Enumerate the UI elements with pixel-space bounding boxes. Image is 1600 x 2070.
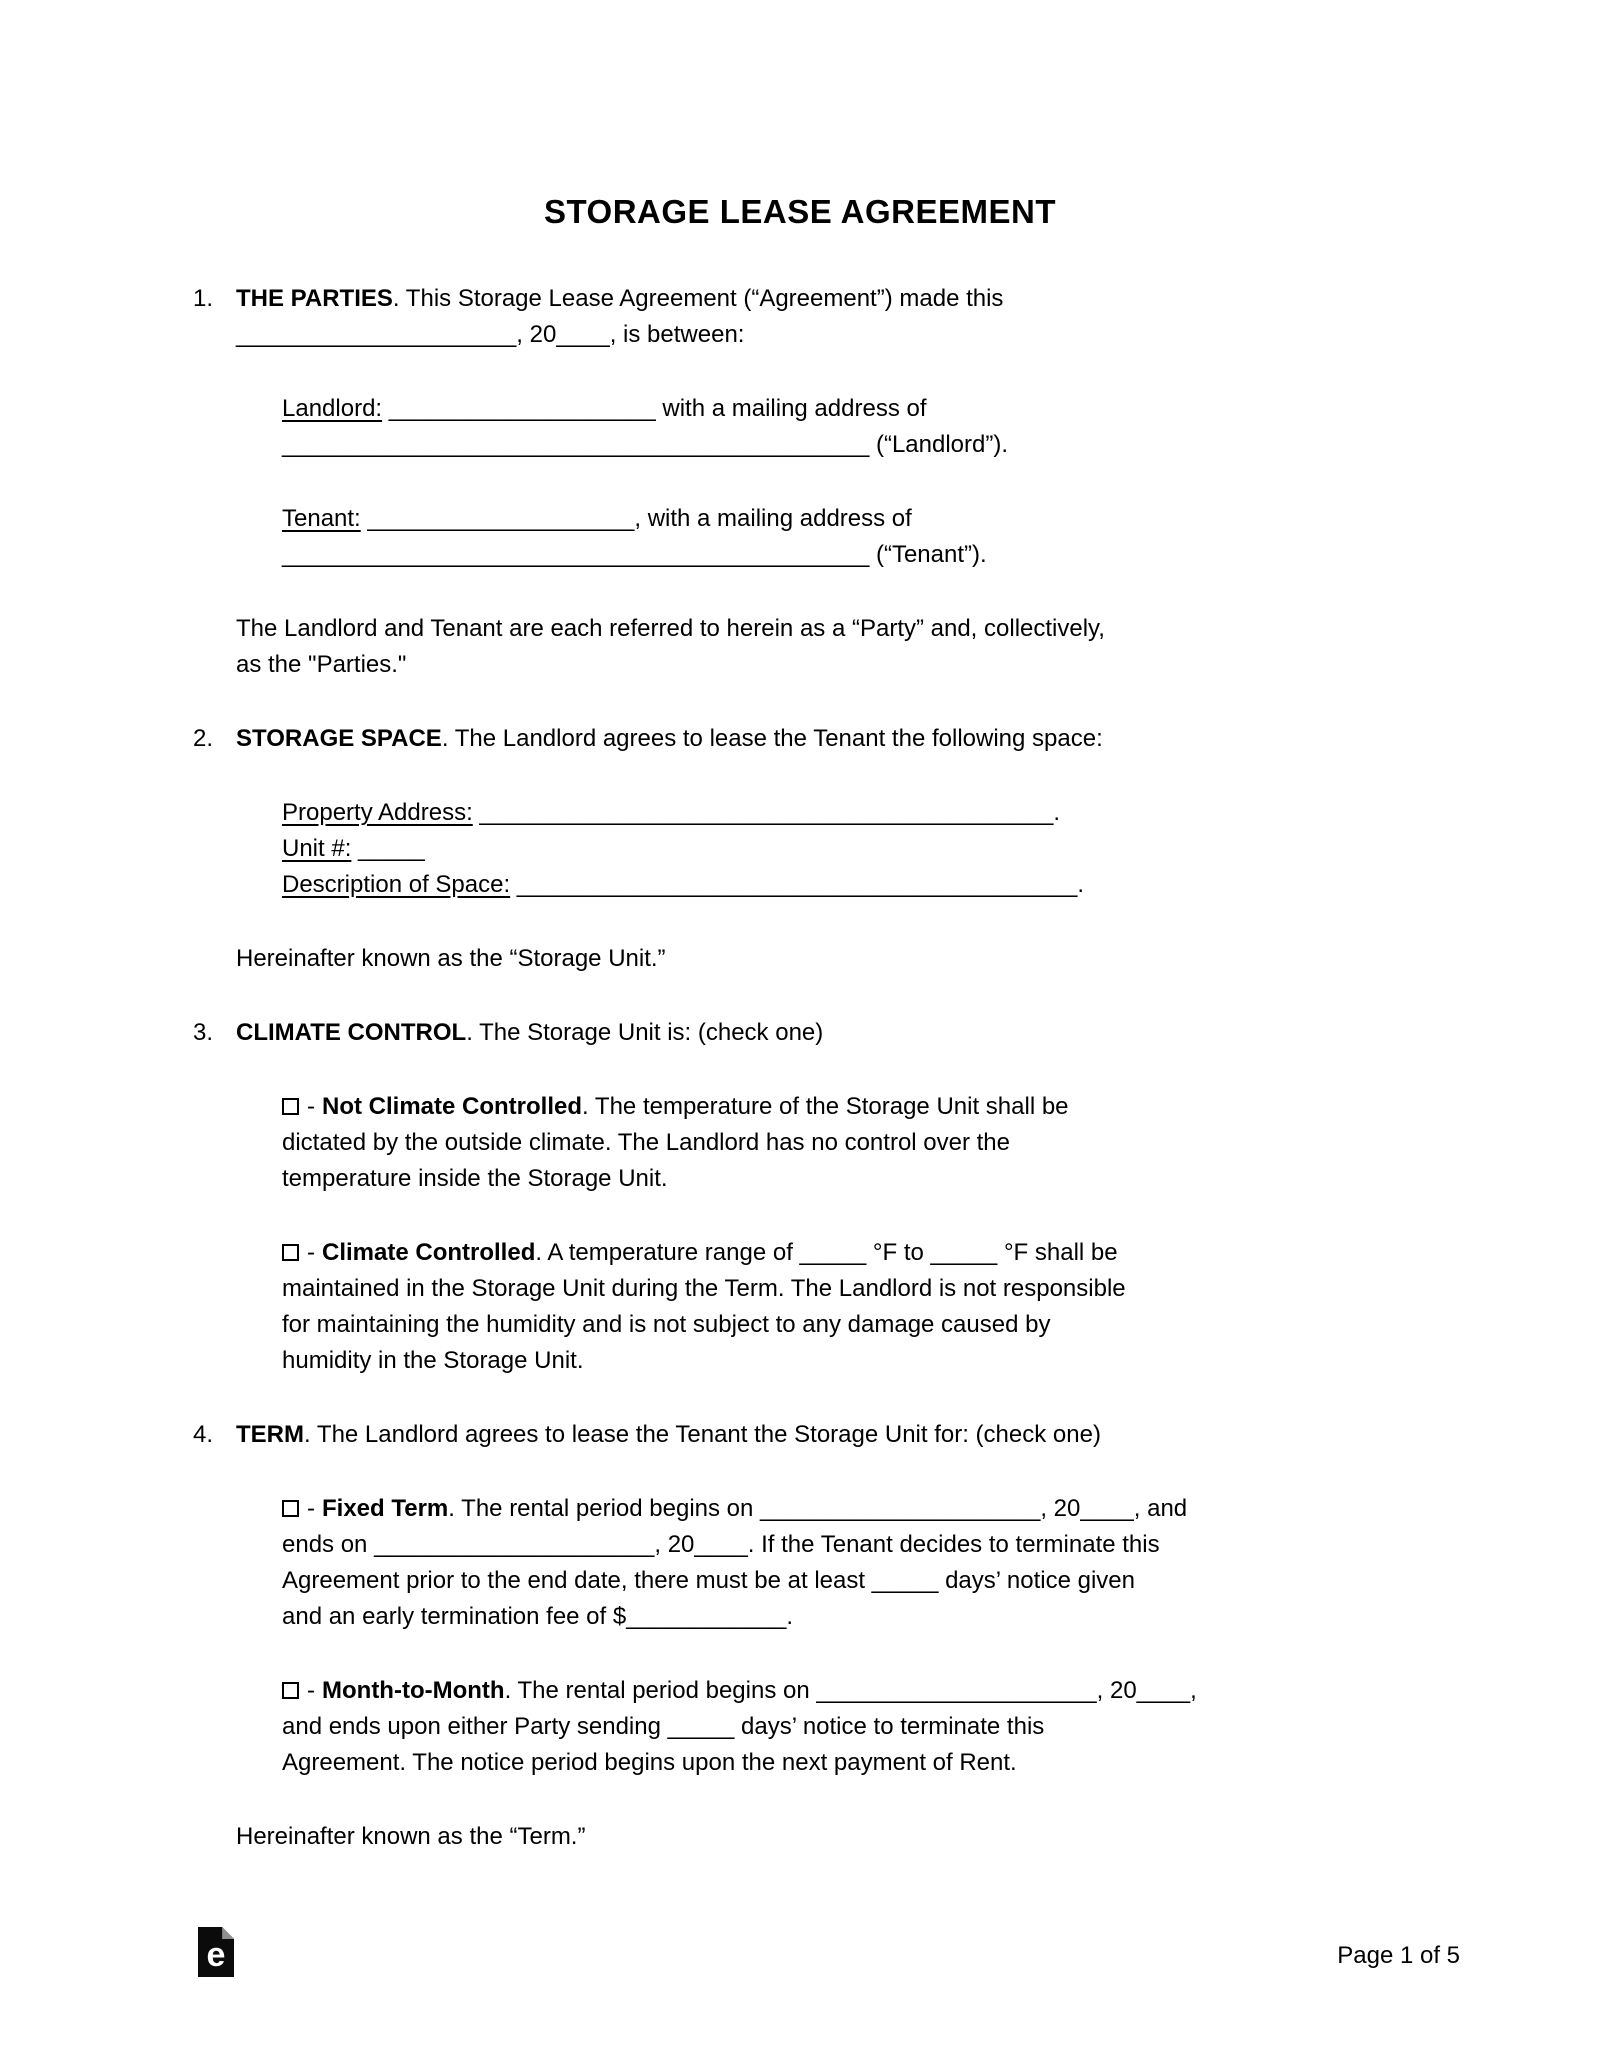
checkbox-icon (282, 1500, 299, 1517)
paragraph-line: - Not Climate Controlled. The temperature of the Storage Unit shall be (282, 1089, 1462, 1125)
option-label: Not Climate Controlled (322, 1093, 583, 1120)
property-address-blank: ___________________________________________. (472, 799, 1061, 826)
section-number: 4. (193, 1421, 214, 1448)
paragraph-line: for maintaining the humidity and is not subject to any damage caused by (282, 1311, 1051, 1338)
paragraph-line: maintained in the Storage Unit during the Term. The Landlord is not responsible (282, 1275, 1126, 1302)
tenant-block (282, 501, 1462, 573)
section-heading: THE PARTIES (236, 285, 393, 312)
paragraph-line: as the "Parties." (236, 651, 407, 678)
landlord-block (282, 391, 1462, 463)
paragraph-line: _____________________, 20____, is between: (236, 321, 745, 348)
section-heading: STORAGE SPACE (236, 725, 442, 752)
paragraph-line: TERM. The Landlord agrees to lease the Tenant the Storage Unit for: (check one) (236, 1421, 1101, 1448)
paragraph-line: STORAGE SPACE. The Landlord agrees to lease the Tenant the following space: (236, 725, 1103, 752)
paragraph-line: - Climate Controlled. A temperature range of _____ °F to _____ °F shall be (282, 1235, 1462, 1271)
section-climate-control (193, 1015, 1462, 1379)
description-label: Description of Space: (282, 871, 511, 898)
paragraph-line: Agreement prior to the end date, there must be at least _____ days’ notice given (282, 1567, 1135, 1594)
paragraph-line (282, 501, 1462, 537)
option-fixed-term (282, 1491, 1462, 1635)
checkbox-icon (282, 1682, 299, 1699)
option-label: Fixed Term (322, 1495, 449, 1522)
unit-number-blank: _____ (351, 835, 425, 862)
checkbox-icon (282, 1244, 299, 1261)
paragraph-line: temperature inside the Storage Unit. (282, 1165, 668, 1192)
unit-number-label: Unit #: (282, 835, 352, 862)
section-term (193, 1417, 1462, 1855)
paragraph-line: - Month-to-Month. The rental period begins on _____________________, 20____, (282, 1673, 1462, 1709)
paragraph-line: and an early termination fee of $____________. (282, 1603, 794, 1630)
section-heading: CLIMATE CONTROL (236, 1019, 467, 1046)
description-row (282, 867, 1462, 903)
landlord-label: Landlord: (282, 395, 383, 422)
checkbox-separator: - (307, 1677, 315, 1704)
page-number: Page 1 of 5 (1337, 1942, 1460, 1969)
term-note: Hereinafter known as the “Term.” (236, 1823, 586, 1850)
tenant-address-blank: ____________________________________________ (“Tenant”). (282, 541, 987, 568)
paragraph-line: - Fixed Term. The rental period begins on _____________________, 20____, and (282, 1491, 1462, 1527)
section-number: 1. (193, 285, 214, 312)
eforms-logo (198, 1927, 234, 1977)
parties-paragraph (236, 611, 1462, 683)
description-blank: __________________________________________. (510, 871, 1085, 898)
paragraph-line: The Landlord and Tenant are each referred to herein as a “Party” and, collectively, (236, 615, 1105, 642)
paragraph-line: Agreement. The notice period begins upon the next payment of Rent. (282, 1749, 1017, 1776)
section-the-parties (193, 281, 1462, 683)
paragraph-line: CLIMATE CONTROL. The Storage Unit is: (check one) (236, 1019, 824, 1046)
document-title: STORAGE LEASE AGREEMENT (543, 193, 1057, 230)
paragraph-line: dictated by the outside climate. The Landlord has no control over the (282, 1129, 1011, 1156)
property-address-row (282, 795, 1462, 831)
checkbox-separator: - (307, 1093, 315, 1120)
option-label: Climate Controlled (322, 1239, 536, 1266)
section-number: 3. (193, 1019, 214, 1046)
option-month-to-month (282, 1673, 1462, 1781)
paragraph-line: THE PARTIES. This Storage Lease Agreement (“Agreement”) made this (236, 285, 1004, 312)
paragraph-line: humidity in the Storage Unit. (282, 1347, 584, 1374)
logo-letter: e (206, 1936, 226, 1974)
checkbox-separator: - (307, 1239, 315, 1266)
property-address-label: Property Address: (282, 799, 473, 826)
tenant-blank: ____________________, with a mailing address of (360, 505, 912, 532)
tenant-label: Tenant: (282, 505, 361, 532)
option-label: Month-to-Month (322, 1677, 505, 1704)
option-not-climate-controlled (282, 1089, 1462, 1197)
storage-unit-note: Hereinafter known as the “Storage Unit.” (236, 945, 666, 972)
checkbox-icon (282, 1098, 299, 1115)
option-climate-controlled (282, 1235, 1462, 1379)
unit-number-row (282, 831, 1462, 867)
paragraph-line: ends on _____________________, 20____. If the Tenant decides to terminate this (282, 1531, 1160, 1558)
section-storage-space (193, 721, 1462, 977)
storage-space-fields (282, 795, 1462, 903)
section-number: 2. (193, 725, 214, 752)
landlord-address-blank: ____________________________________________ (“Landlord”). (282, 431, 1009, 458)
paragraph-line: and ends upon either Party sending _____ days’ notice to terminate this (282, 1713, 1045, 1740)
section-heading: TERM (236, 1421, 304, 1448)
document-body (193, 281, 1462, 1855)
paragraph-line (282, 391, 1462, 427)
checkbox-separator: - (307, 1495, 315, 1522)
landlord-blank: ____________________ with a mailing address of (382, 395, 927, 422)
